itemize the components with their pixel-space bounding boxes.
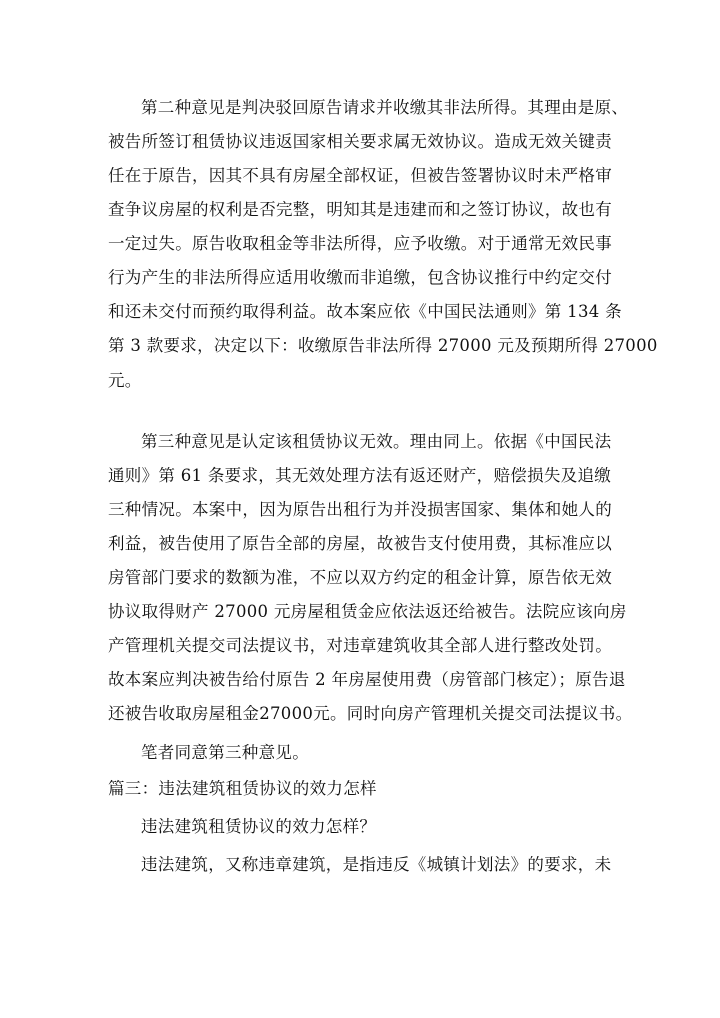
paragraph-line: 被告所签订租赁协议违返国家相关要求属无效协议。造成无效关键责 [108,132,612,151]
paragraph-line: 第三种意见是认定该租赁协议无效。理由同上。依据《中国民法 [141,432,612,451]
paragraph-line: 和还未交付而预约取得利益。故本案应依《中国民法通则》第 134 条 [108,302,622,321]
paragraph-line: 协议取得财产 27000 元房屋租赁金应依法返还给被告。法院应该向房 [108,602,627,621]
paragraph-line: 查争议房屋的权利是否完整，明知其是违建而和之签订协议，故也有 [108,200,612,219]
paragraph-line: 笔者同意第三种意见。 [141,743,309,762]
paragraph-line: 一定过失。原告收取租金等非法所得，应予收缴。对于通常无效民事 [108,234,612,253]
paragraph-line: 产管理机关提交司法提议书，对违章建筑收其全部人进行整改处罚。 [108,636,612,655]
paragraph-line: 任在于原告，因其不具有房屋全部权证，但被告签署协议时未严格审 [108,166,612,185]
paragraph-line: 通则》第 61 条要求，其无效处理方法有返还财产，赔偿损失及追缴 [108,466,612,485]
paragraph-line: 还被告收取房屋租金27000元。同时向房产管理机关提交司法提议书。 [108,704,633,723]
paragraph-line: 故本案应判决被告给付原告 2 年房屋使用费（房管部门核定）；原告退 [108,670,626,689]
paragraph-line: 违法建筑租赁协议的效力怎样？ [141,817,377,836]
paragraph-line: 利益，被告使用了原告全部的房屋，故被告支付使用费，其标准应以 [108,534,612,553]
paragraph-line: 元。 [108,371,142,390]
section-heading: 篇三：违法建筑租赁协议的效力怎样 [108,779,377,798]
paragraph-line: 三种情况。本案中，因为原告出租行为并没损害国家、集体和她人的 [108,500,612,519]
paragraph-line: 房管部门要求的数额为准，不应以双方约定的租金计算，原告依无效 [108,568,612,587]
paragraph-line: 违法建筑，又称违章建筑，是指违反《城镇计划法》的要求，未 [141,855,612,874]
paragraph-line: 第二种意见是判决驳回原告请求并收缴其非法所得。其理由是原、 [141,98,629,117]
paragraph-line: 行为产生的非法所得应适用收缴而非追缴，包含协议推行中约定交付 [108,268,612,287]
paragraph-line: 第 3 款要求，决定以下：收缴原告非法所得 27000 元及预期所得 27000 [108,336,658,355]
